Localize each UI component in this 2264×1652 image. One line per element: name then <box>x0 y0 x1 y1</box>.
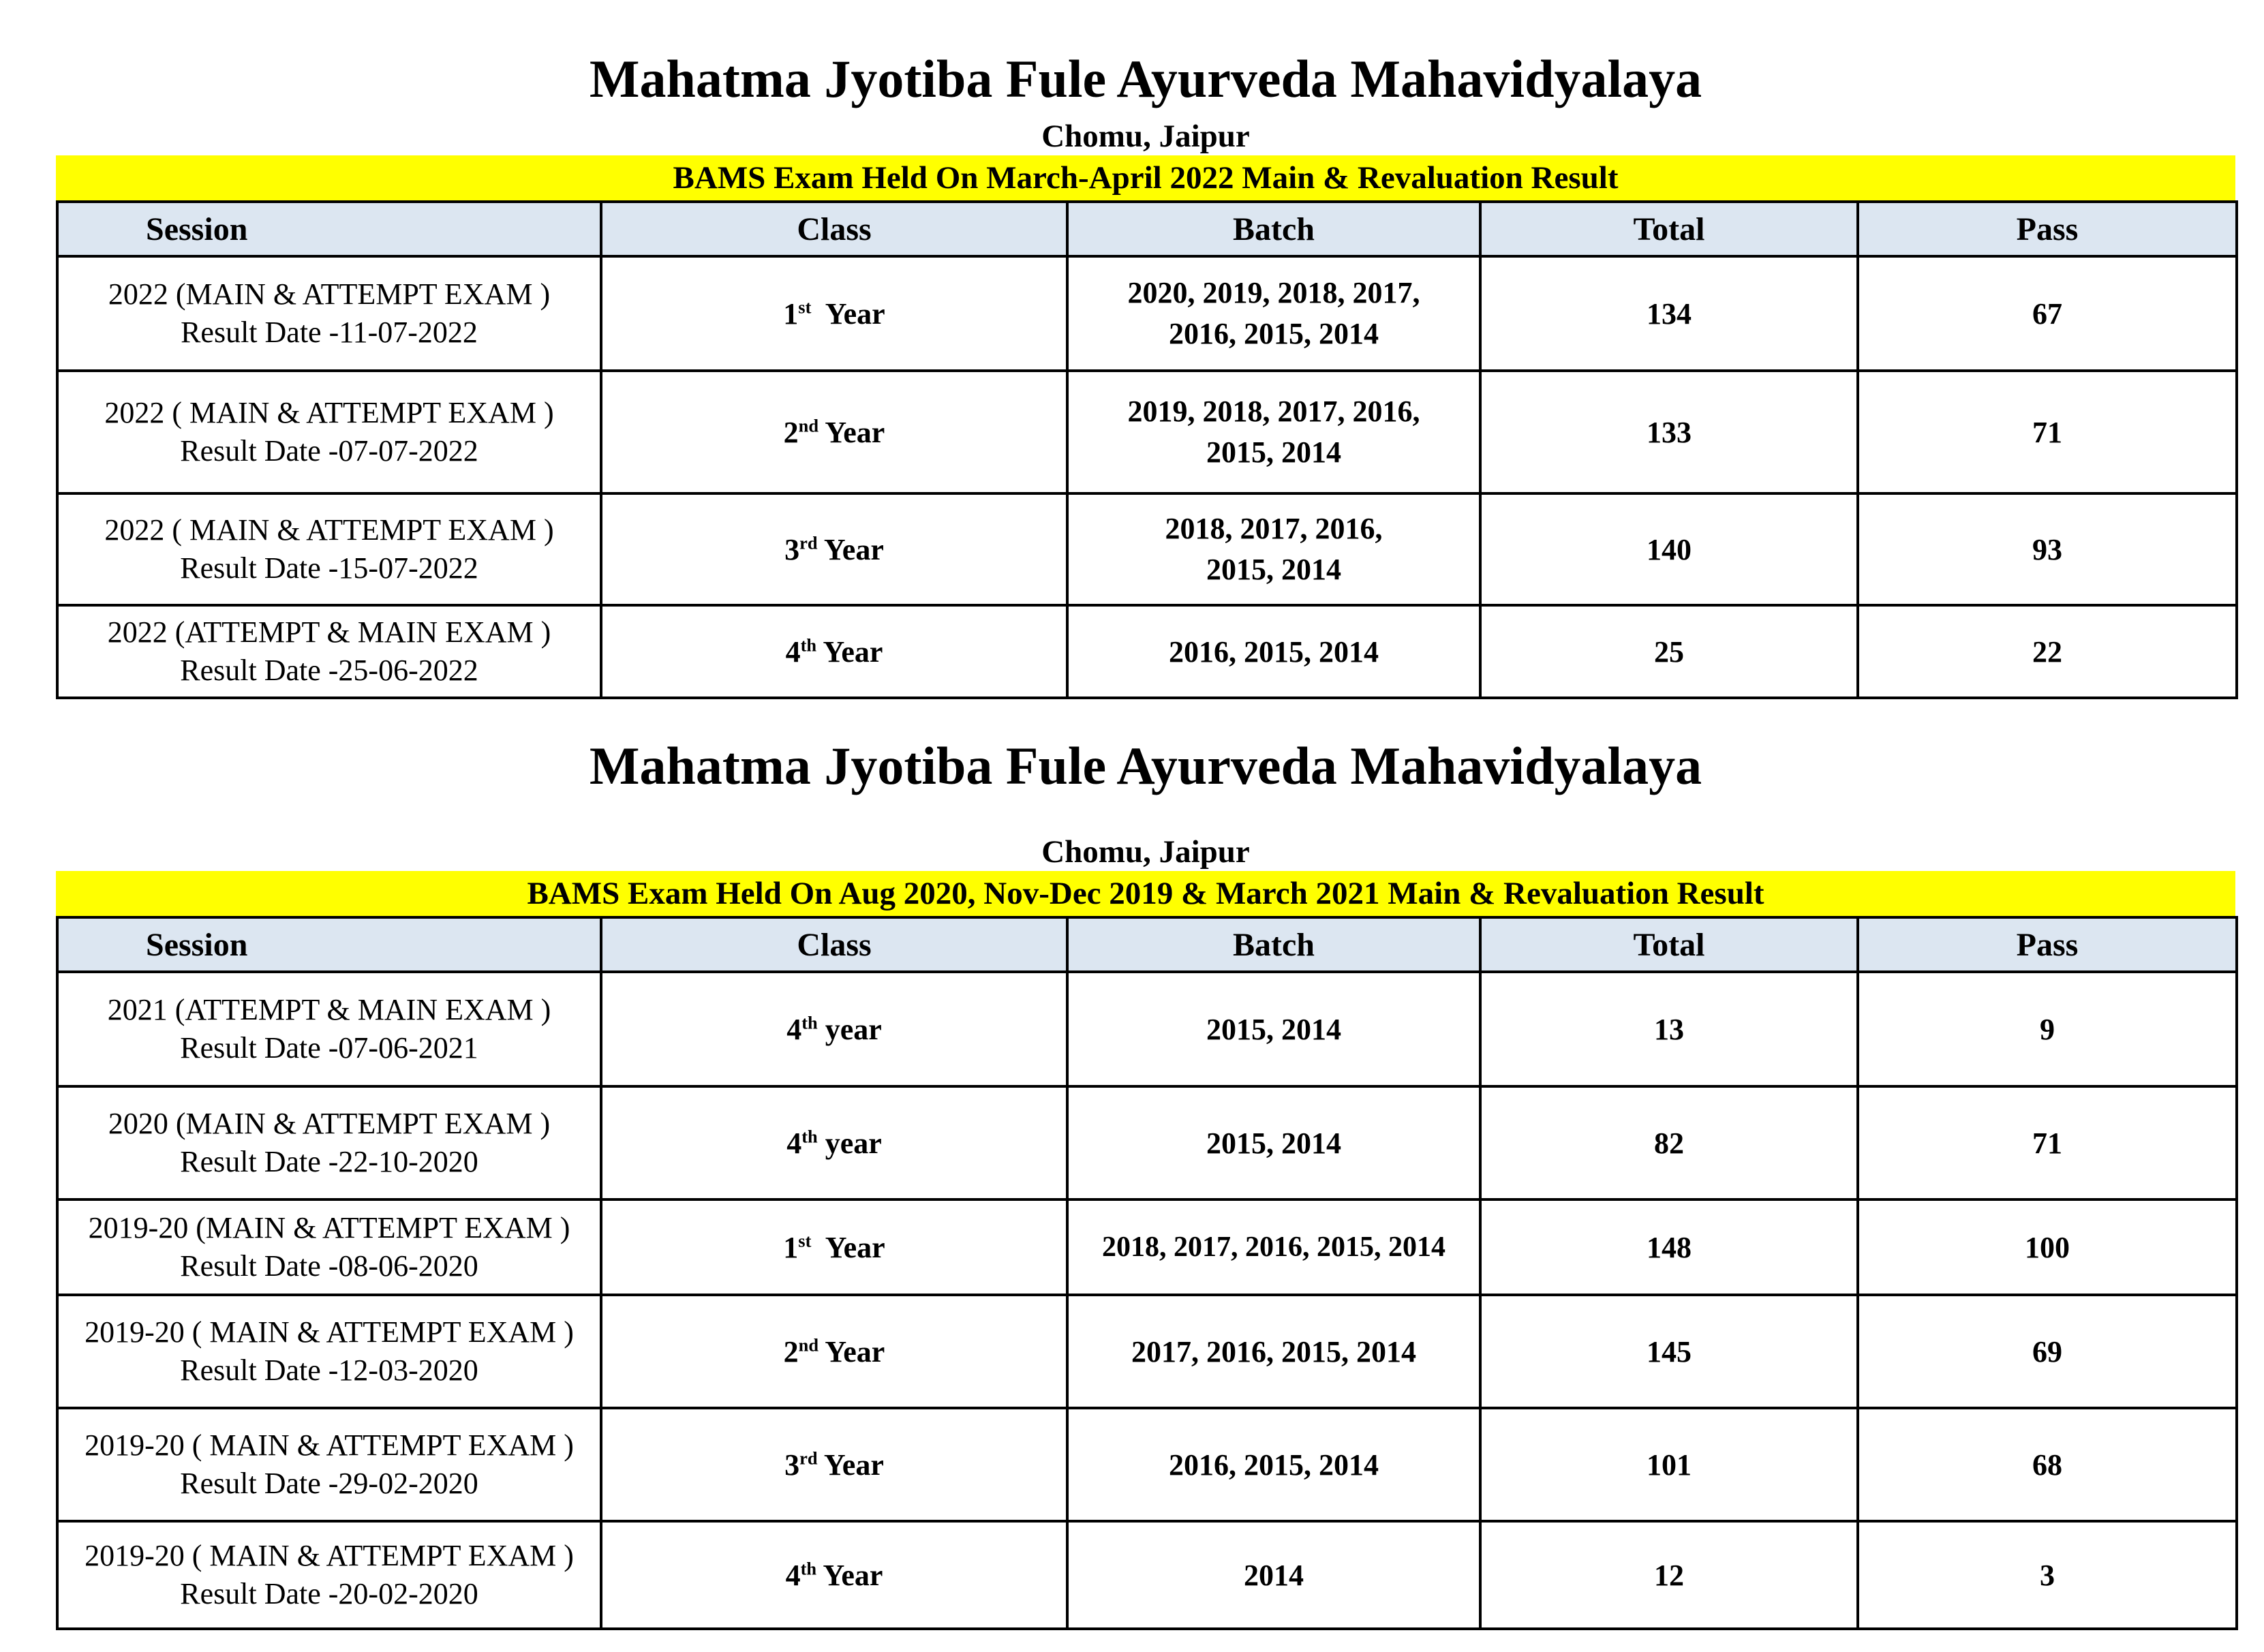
class-cell <box>601 972 1067 1086</box>
batch-cell: 2014 <box>1067 1521 1480 1629</box>
result-date: Result Date -08-06-2020 <box>180 1249 478 1283</box>
session-cell <box>57 1408 601 1521</box>
header-total: Total <box>1480 917 1858 972</box>
class-cell <box>601 493 1067 605</box>
batch-cell <box>1067 371 1480 493</box>
session-cell <box>57 972 601 1086</box>
result-date: Result Date -20-02-2020 <box>180 1577 478 1610</box>
class-word: Year <box>823 634 883 669</box>
class-suffix: th <box>801 1125 818 1146</box>
session-cell <box>57 1521 601 1629</box>
session-text: 2019-20 ( MAIN & ATTEMPT EXAM ) <box>85 1539 574 1572</box>
class-number: 2 <box>783 1334 799 1368</box>
table-row <box>57 605 2237 698</box>
result-date: Result Date -07-07-2022 <box>180 434 478 468</box>
pass-cell: 9 <box>1858 972 2237 1086</box>
class-number: 2 <box>783 415 799 449</box>
class-number: 3 <box>784 1448 800 1482</box>
pass-cell: 93 <box>1858 493 2237 605</box>
class-word: Year <box>823 532 884 566</box>
session-text: 2019-20 (MAIN & ATTEMPT EXAM ) <box>88 1211 570 1244</box>
header-batch: Batch <box>1067 917 1480 972</box>
results-table <box>56 200 2238 699</box>
class-suffix: th <box>801 1011 818 1032</box>
class-suffix: th <box>800 634 817 655</box>
header-class: Class <box>601 202 1067 256</box>
session-cell <box>57 256 601 371</box>
class-cell <box>601 371 1067 493</box>
table-row <box>57 493 2237 605</box>
result-date: Result Date -22-10-2020 <box>180 1145 478 1178</box>
total-cell: 145 <box>1480 1295 1858 1408</box>
result-date: Result Date -11-07-2022 <box>181 316 478 349</box>
pass-cell: 22 <box>1858 605 2237 698</box>
pass-cell: 67 <box>1858 256 2237 371</box>
batch-text: 2020, 2019, 2018, 2017, 2016, 2015, 2014 <box>1127 276 1420 350</box>
class-suffix: th <box>800 1557 817 1578</box>
class-number: 4 <box>785 1558 801 1592</box>
class-word: Year <box>825 1334 885 1368</box>
class-cell <box>601 605 1067 698</box>
result-date: Result Date -07-06-2021 <box>180 1031 478 1065</box>
class-number: 1 <box>783 1230 799 1264</box>
class-word: year <box>825 1126 882 1160</box>
session-cell <box>57 605 601 698</box>
header-session: Session <box>57 202 601 256</box>
batch-cell: 2015, 2014 <box>1067 1086 1480 1199</box>
total-cell: 13 <box>1480 972 1858 1086</box>
batch-cell: 2017, 2016, 2015, 2014 <box>1067 1295 1480 1408</box>
batch-cell: 2016, 2015, 2014 <box>1067 1408 1480 1521</box>
pass-cell: 3 <box>1858 1521 2237 1629</box>
table-row <box>57 1295 2237 1408</box>
total-cell: 12 <box>1480 1521 1858 1629</box>
session-text: 2022 ( MAIN & ATTEMPT EXAM ) <box>104 513 554 547</box>
class-suffix: rd <box>799 1447 818 1468</box>
class-cell <box>601 1086 1067 1199</box>
header-session: Session <box>57 917 601 972</box>
session-text: 2020 (MAIN & ATTEMPT EXAM ) <box>108 1107 551 1140</box>
class-cell <box>601 256 1067 371</box>
batch-cell: 2016, 2015, 2014 <box>1067 605 1480 698</box>
pass-cell: 100 <box>1858 1199 2237 1295</box>
class-number: 4 <box>785 634 801 669</box>
class-suffix: nd <box>798 1334 819 1355</box>
table-header-row <box>57 202 2237 256</box>
table-row <box>57 256 2237 371</box>
table-row <box>57 972 2237 1086</box>
total-cell: 133 <box>1480 371 1858 493</box>
header-pass: Pass <box>1858 202 2237 256</box>
results-table <box>56 916 2238 1630</box>
session-text: 2022 (MAIN & ATTEMPT EXAM ) <box>108 277 551 311</box>
header-pass: Pass <box>1858 917 2237 972</box>
result-section-2022 <box>56 41 2235 699</box>
class-number: 4 <box>786 1126 802 1160</box>
table-row <box>57 1408 2237 1521</box>
session-text: 2019-20 ( MAIN & ATTEMPT EXAM ) <box>85 1428 574 1462</box>
class-word: Year <box>825 296 885 331</box>
class-suffix: st <box>798 1229 812 1251</box>
class-word: Year <box>823 1558 883 1592</box>
header-class: Class <box>601 917 1067 972</box>
pass-cell: 71 <box>1858 1086 2237 1199</box>
class-cell <box>601 1295 1067 1408</box>
session-cell <box>57 1295 601 1408</box>
table-row <box>57 1086 2237 1199</box>
session-text: 2021 (ATTEMPT & MAIN EXAM ) <box>107 993 551 1026</box>
session-cell <box>57 1086 601 1199</box>
table-row <box>57 1199 2237 1295</box>
batch-cell: 2015, 2014 <box>1067 972 1480 1086</box>
total-cell: 101 <box>1480 1408 1858 1521</box>
session-text: 2019-20 ( MAIN & ATTEMPT EXAM ) <box>85 1315 574 1349</box>
class-number: 3 <box>784 532 800 566</box>
result-date: Result Date -29-02-2020 <box>180 1467 478 1500</box>
result-date: Result Date -25-06-2022 <box>180 654 478 687</box>
class-suffix: st <box>798 296 812 317</box>
exam-banner: BAMS Exam Held On Aug 2020, Nov-Dec 2019 & March 2021 Main & Revaluation Result <box>56 871 2235 916</box>
result-section-2019-2021 <box>56 728 2235 1630</box>
exam-banner: BAMS Exam Held On March-April 2022 Main & Revaluation Result <box>56 155 2235 200</box>
college-location: Chomu, Jaipur <box>1041 834 1250 870</box>
batch-cell <box>1067 256 1480 371</box>
class-word: year <box>825 1012 882 1046</box>
session-cell <box>57 493 601 605</box>
batch-cell <box>1067 493 1480 605</box>
class-suffix: rd <box>799 532 818 553</box>
total-cell: 82 <box>1480 1086 1858 1199</box>
total-cell: 134 <box>1480 256 1858 371</box>
total-cell: 148 <box>1480 1199 1858 1295</box>
class-word: Year <box>825 1230 885 1264</box>
college-location: Chomu, Jaipur <box>1041 119 1250 154</box>
class-cell <box>601 1408 1067 1521</box>
session-text: 2022 (ATTEMPT & MAIN EXAM ) <box>107 615 551 649</box>
pass-cell: 71 <box>1858 371 2237 493</box>
batch-text: 2019, 2018, 2017, 2016, 2015, 2014 <box>1127 395 1420 469</box>
college-title: Mahatma Jyotiba Fule Ayurveda Mahavidyalaya <box>589 49 1702 108</box>
class-word: Year <box>825 415 885 449</box>
result-date: Result Date -15-07-2022 <box>180 551 478 585</box>
total-cell: 25 <box>1480 605 1858 698</box>
college-title: Mahatma Jyotiba Fule Ayurveda Mahavidyalaya <box>589 736 1702 795</box>
table-row <box>57 371 2237 493</box>
class-number: 1 <box>783 296 799 331</box>
header-batch: Batch <box>1067 202 1480 256</box>
pass-cell: 69 <box>1858 1295 2237 1408</box>
class-suffix: nd <box>798 414 819 435</box>
batch-text: 2018, 2017, 2016, 2015, 2014 <box>1165 512 1383 586</box>
session-cell <box>57 1199 601 1295</box>
session-cell <box>57 371 601 493</box>
class-number: 4 <box>786 1012 802 1046</box>
session-text: 2022 ( MAIN & ATTEMPT EXAM ) <box>104 396 554 429</box>
class-cell <box>601 1199 1067 1295</box>
header-total: Total <box>1480 202 1858 256</box>
result-date: Result Date -12-03-2020 <box>180 1353 478 1387</box>
class-cell <box>601 1521 1067 1629</box>
total-cell: 140 <box>1480 493 1858 605</box>
batch-cell: 2018, 2017, 2016, 2015, 2014 <box>1067 1199 1480 1295</box>
pass-cell: 68 <box>1858 1408 2237 1521</box>
table-row <box>57 1521 2237 1629</box>
table-header-row <box>57 917 2237 972</box>
class-word: Year <box>823 1448 884 1482</box>
